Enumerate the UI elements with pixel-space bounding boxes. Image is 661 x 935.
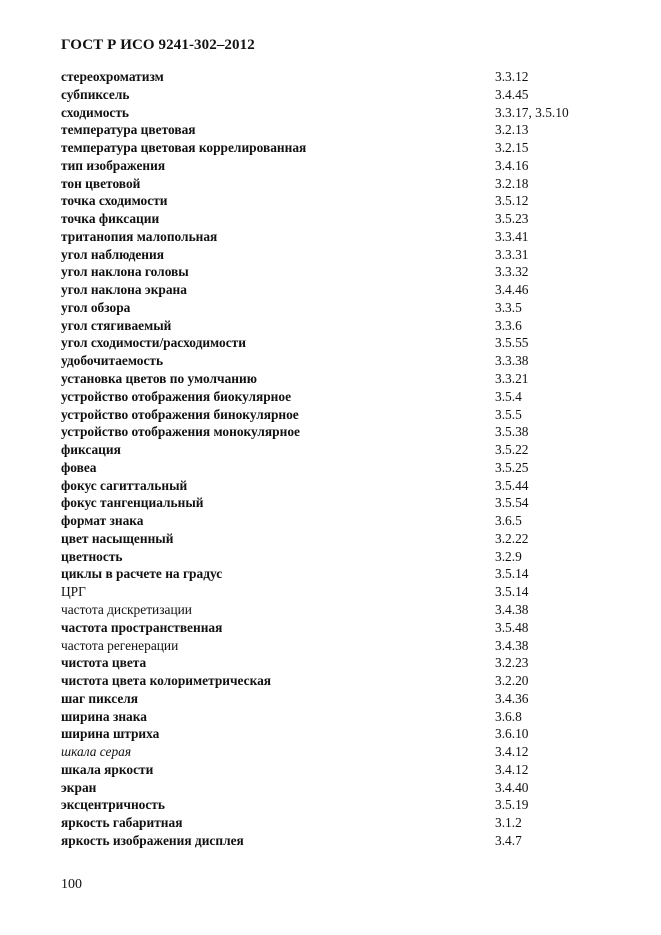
index-term: угол наклона экрана	[61, 282, 187, 298]
index-entry	[61, 672, 621, 690]
section-reference: 3.3.32	[495, 264, 529, 280]
index-entry	[61, 548, 621, 566]
section-reference: 3.5.44	[495, 477, 529, 493]
index-term: температура цветовая	[61, 122, 196, 138]
section-reference: 3.4.36	[495, 690, 529, 706]
section-reference: 3.4.12	[495, 761, 529, 777]
term-index-list	[61, 68, 621, 850]
index-term: ширина знака	[61, 708, 147, 724]
index-entry	[61, 299, 621, 317]
index-entry	[61, 263, 621, 281]
index-term: формат знака	[61, 513, 144, 529]
index-term: тританопия малопольная	[61, 228, 218, 244]
index-term: ЦРГ	[61, 584, 86, 600]
section-reference: 3.5.25	[495, 459, 529, 475]
index-entry	[61, 317, 621, 335]
index-entry	[61, 423, 621, 441]
index-term: циклы в расчете на градус	[61, 566, 223, 582]
index-entry	[61, 459, 621, 477]
section-reference: 3.5.14	[495, 584, 529, 600]
index-entry	[61, 175, 621, 193]
index-term: установка цветов по умолчанию	[61, 371, 257, 387]
index-entry	[61, 281, 621, 299]
section-reference: 3.5.4	[495, 388, 522, 404]
section-reference: 3.5.55	[495, 335, 529, 351]
section-reference: 3.4.12	[495, 744, 529, 760]
index-term: фокус сагиттальный	[61, 477, 188, 493]
index-term: частота дискретизации	[61, 601, 192, 617]
index-entry	[61, 530, 621, 548]
index-term: фовеа	[61, 459, 97, 475]
section-reference: 3.5.38	[495, 424, 529, 440]
index-term: чистота цвета колориметрическая	[61, 673, 272, 689]
index-entry	[61, 246, 621, 264]
index-term: тип изображения	[61, 157, 166, 173]
index-entry	[61, 228, 621, 246]
index-entry	[61, 86, 621, 104]
index-term: сходимость	[61, 104, 129, 120]
index-term: шаг пикселя	[61, 690, 139, 706]
index-term: шкала серая	[61, 744, 132, 760]
index-entry	[61, 743, 621, 761]
index-entry	[61, 104, 621, 122]
index-entry	[61, 761, 621, 779]
index-term: стереохроматизм	[61, 69, 164, 84]
index-term: тон цветовой	[61, 175, 141, 191]
index-entry	[61, 832, 621, 850]
index-term: шкала яркости	[61, 761, 154, 777]
index-term: цветность	[61, 548, 123, 564]
index-term: устройство отображения бинокулярное	[61, 406, 299, 422]
index-entry	[61, 406, 621, 424]
index-term: точка сходимости	[61, 193, 168, 209]
section-reference: 3.2.20	[495, 673, 529, 689]
section-reference: 3.2.15	[495, 140, 529, 156]
index-entry	[61, 494, 621, 512]
index-term: точка фиксации	[61, 211, 160, 227]
section-reference: 3.4.45	[495, 86, 529, 102]
index-entry	[61, 583, 621, 601]
index-entry	[61, 157, 621, 175]
index-entry	[61, 334, 621, 352]
section-reference: 3.2.23	[495, 655, 529, 671]
index-entry	[61, 441, 621, 459]
index-entry	[61, 68, 621, 86]
index-term: субпиксель	[61, 86, 130, 102]
index-term: угол обзора	[61, 299, 131, 315]
section-reference: 3.4.7	[495, 832, 522, 848]
index-term: эксцентричность	[61, 797, 165, 813]
page-number: 100	[61, 877, 82, 892]
index-entry	[61, 654, 621, 672]
index-entry	[61, 121, 621, 139]
section-reference: 3.6.8	[495, 708, 522, 724]
section-reference: 3.2.9	[495, 548, 522, 564]
section-reference: 3.2.13	[495, 122, 529, 138]
index-term: чистота цвета	[61, 655, 147, 671]
index-term: удобочитаемость	[61, 353, 164, 369]
index-entry	[61, 619, 621, 637]
section-reference: 3.4.40	[495, 779, 529, 795]
index-term: ширина штриха	[61, 726, 160, 742]
index-entry	[61, 192, 621, 210]
section-reference: 3.5.48	[495, 619, 529, 635]
index-term: угол наклона головы	[61, 264, 189, 280]
index-term: частота регенерации	[61, 637, 179, 653]
index-entry	[61, 352, 621, 370]
section-reference: 3.4.38	[495, 601, 529, 617]
section-reference: 3.6.10	[495, 726, 529, 742]
index-term: частота пространственная	[61, 619, 223, 635]
section-reference: 3.5.23	[495, 211, 529, 227]
section-reference: 3.4.16	[495, 157, 529, 173]
section-reference: 3.6.5	[495, 513, 522, 529]
index-term: экран	[61, 779, 97, 795]
index-entry	[61, 210, 621, 228]
section-reference: 3.5.54	[495, 495, 529, 511]
section-reference: 3.5.14	[495, 566, 529, 582]
index-entry	[61, 477, 621, 495]
section-reference: 3.3.41	[495, 228, 529, 244]
index-entry	[61, 370, 621, 388]
section-reference: 3.3.38	[495, 353, 529, 369]
section-reference: 3.4.38	[495, 637, 529, 653]
section-reference: 3.5.5	[495, 406, 522, 422]
section-reference: 3.3.6	[495, 317, 522, 333]
index-term: угол стягиваемый	[61, 317, 172, 333]
index-term: яркость габаритная	[61, 815, 183, 831]
section-reference: 3.3.12	[495, 69, 529, 84]
section-reference: 3.1.2	[495, 815, 522, 831]
section-reference: 3.4.46	[495, 282, 529, 298]
section-reference: 3.5.22	[495, 442, 529, 458]
index-entry	[61, 388, 621, 406]
index-term: устройство отображения монокулярное	[61, 424, 300, 440]
section-reference: 3.2.18	[495, 175, 529, 191]
index-term: температура цветовая коррелированная	[61, 140, 307, 156]
index-entry	[61, 708, 621, 726]
index-entry	[61, 139, 621, 157]
index-term: угол наблюдения	[61, 246, 164, 262]
section-reference: 3.3.17, 3.5.10	[495, 104, 569, 120]
index-entry	[61, 512, 621, 530]
index-entry	[61, 796, 621, 814]
section-reference: 3.5.12	[495, 193, 529, 209]
index-entry	[61, 814, 621, 832]
index-entry	[61, 601, 621, 619]
index-term: фиксация	[61, 442, 121, 458]
section-reference: 3.5.19	[495, 797, 529, 813]
index-term: яркость изображения дисплея	[61, 832, 244, 848]
index-entry	[61, 637, 621, 655]
index-entry	[61, 779, 621, 797]
section-reference: 3.3.31	[495, 246, 529, 262]
index-entry	[61, 690, 621, 708]
index-term: устройство отображения биокулярное	[61, 388, 292, 404]
index-term: угол сходимости/расходимости	[61, 335, 246, 351]
section-reference: 3.3.21	[495, 371, 529, 387]
index-entry	[61, 565, 621, 583]
page-header: ГОСТ Р ИСО 9241-302–2012	[61, 37, 255, 53]
section-reference: 3.2.22	[495, 530, 529, 546]
index-term: фокус тангенциальный	[61, 495, 204, 511]
index-entry	[61, 725, 621, 743]
index-term: цвет насыщенный	[61, 530, 174, 546]
section-reference: 3.3.5	[495, 299, 522, 315]
